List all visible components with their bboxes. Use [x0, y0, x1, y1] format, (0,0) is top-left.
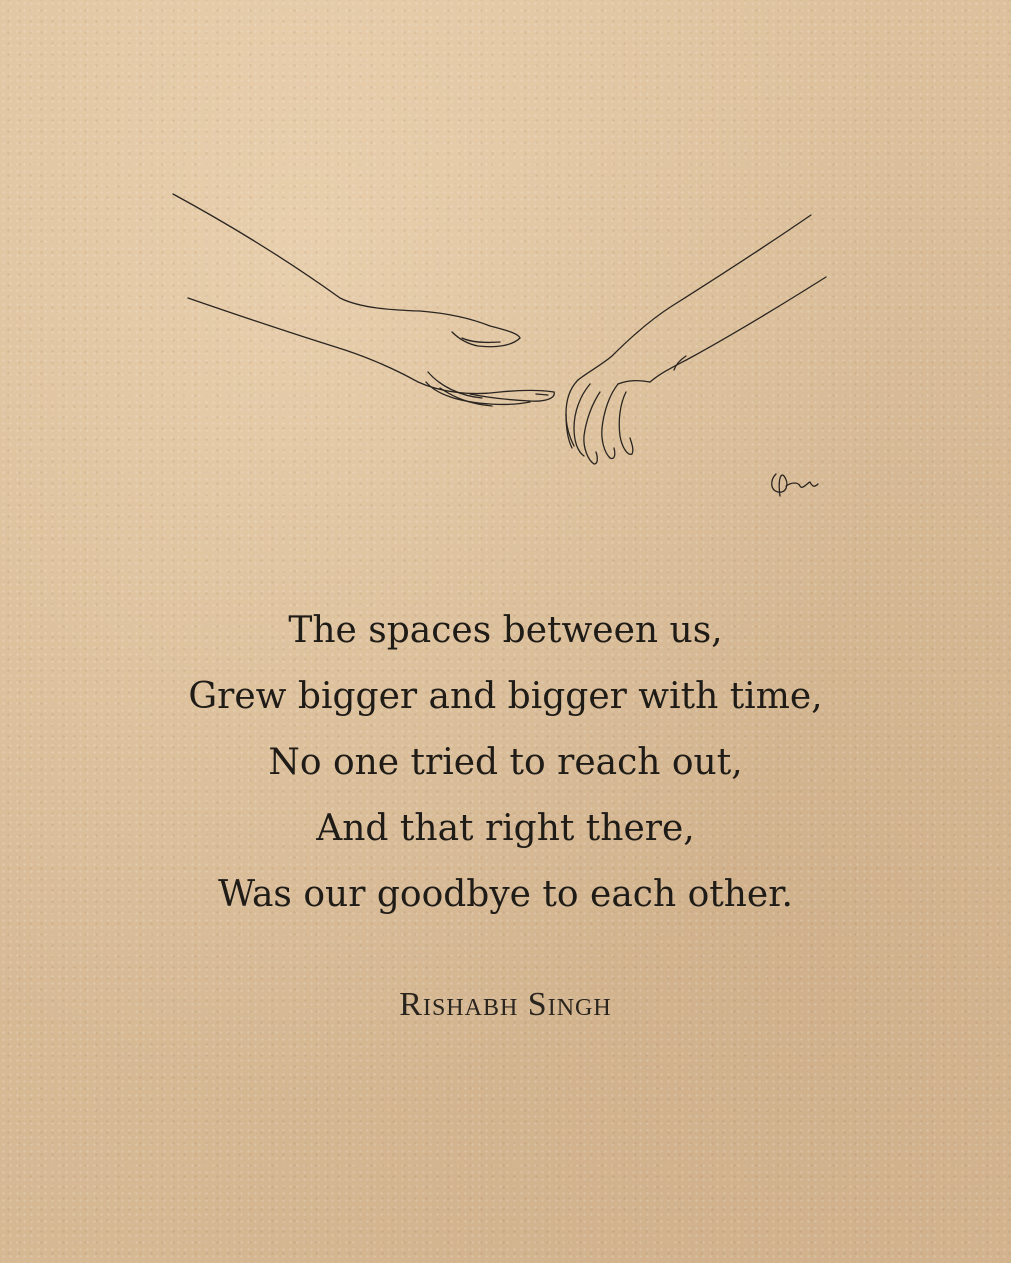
- signature-mark: [772, 474, 818, 496]
- poem-line: Grew bigger and bigger with time,: [188, 676, 823, 717]
- poem-line: The spaces between us,: [288, 610, 723, 651]
- poem-line: And that right there,: [316, 808, 695, 849]
- author-name: Rishabh Singh: [399, 986, 612, 1023]
- poem-line: Was our goodbye to each other.: [218, 874, 793, 915]
- right-hand-drawing: [566, 215, 826, 464]
- reaching-hands-illustration: [0, 0, 1011, 520]
- left-hand-drawing: [173, 194, 554, 406]
- poem-line: No one tried to reach out,: [268, 742, 743, 783]
- poem: [0, 598, 1011, 928]
